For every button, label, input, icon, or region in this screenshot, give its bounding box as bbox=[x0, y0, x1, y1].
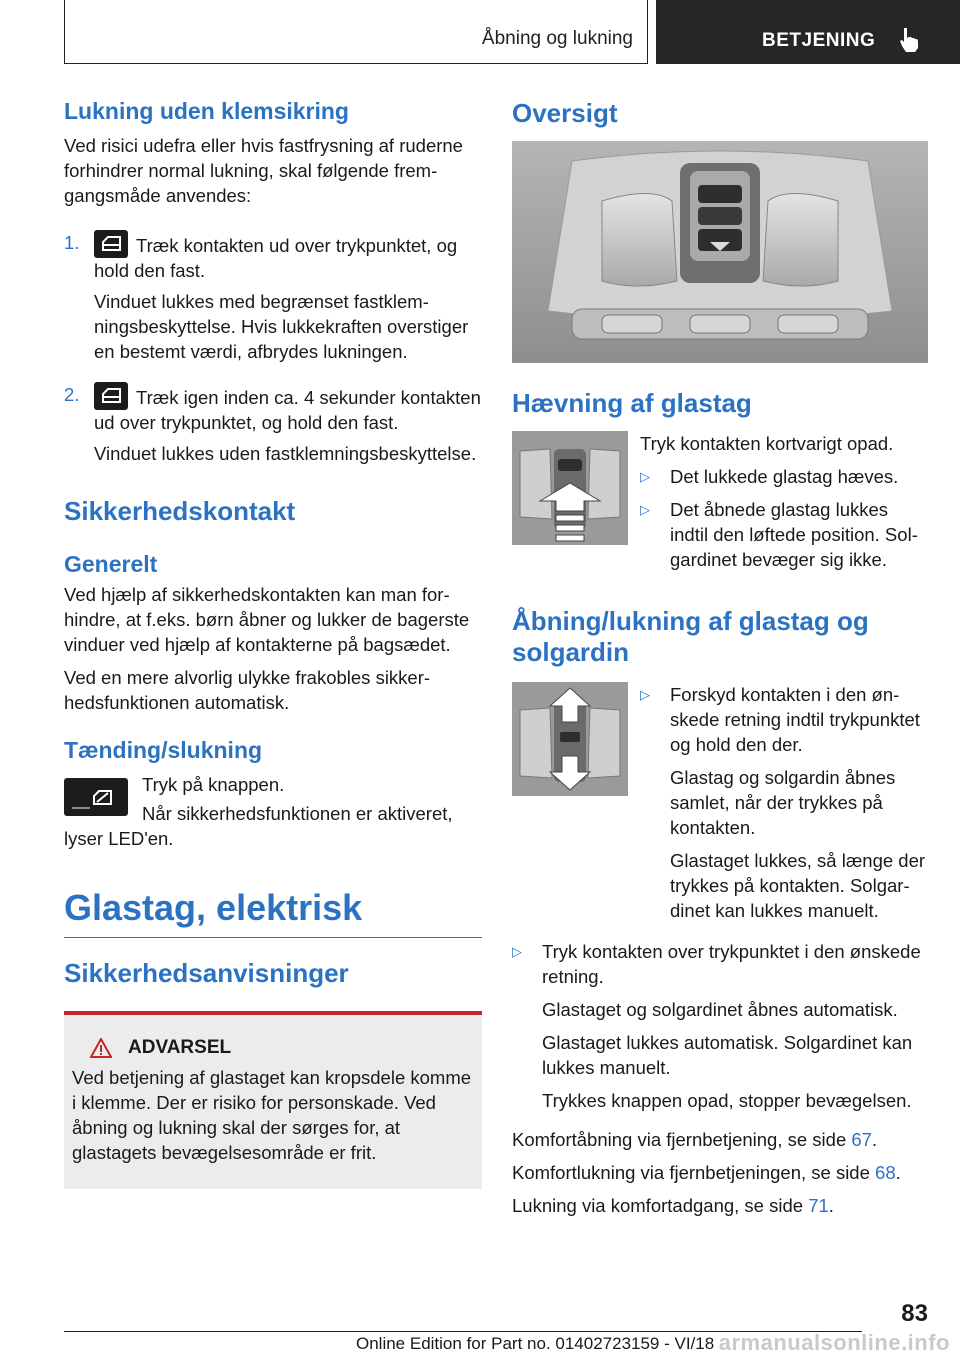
page-number: 83 bbox=[901, 1300, 928, 1327]
triangle-bullet-icon: ▷ bbox=[640, 469, 650, 484]
step-number: 1. bbox=[64, 232, 80, 253]
paragraph-taending-1: Tryk på knappen. bbox=[142, 774, 285, 795]
section-title: Åbning og lukning bbox=[481, 28, 633, 49]
step-2 bbox=[64, 382, 482, 466]
heading-sikkerhedsanvisninger: Sikkerhedsanvisninger bbox=[64, 958, 349, 988]
paragraph-generelt-2: Ved en mere alvorlig ulykke frakobles sikkerhedsfunktionen automatisk. bbox=[64, 667, 431, 713]
taending-block bbox=[64, 772, 482, 851]
haevning-row bbox=[512, 431, 928, 580]
header-section-box bbox=[64, 0, 648, 64]
paragraph-haevning: Tryk kontakten kortvarigt opad. bbox=[640, 433, 894, 454]
bullet-item: ▷ Forskyd kontakten i den ønskede retning indtil trykpunktet og hold den der. Glastag og solgardin åbnes samlet, når der trykkes på kontakten. Glastaget lukkes, så længe der trykkes på kontakten. Solgardinet kan lukkes manuelt. bbox=[640, 684, 926, 921]
heading-aabning: Åbning/lukning af glastag og solgardin bbox=[512, 606, 869, 667]
bullet-item: ▷ Det lukkede glastag hæves. bbox=[640, 466, 899, 487]
heading-oversigt: Oversigt bbox=[512, 98, 618, 128]
bullet-item: ▷ Tryk kontakten over trykpunktet i den ønskede retning. Glastaget og solgardinet åbnes automatisk. Glastaget lukkes automatisk. Solgardinet kan lukkes manuelt. Trykkes knappen opad, stopper bevægelsen. bbox=[512, 941, 921, 1111]
triangle-bullet-icon: ▷ bbox=[640, 502, 650, 517]
step-note: Vinduet lukkes med begrænset fastklemningsbeskyttelse. Hvis lukkekraften overstiger en bestemt værdi, afbrydes lukningen. bbox=[94, 291, 469, 362]
ref-komfortaabning: Komfortåbning via fjernbetjening, se side 67. bbox=[512, 1129, 878, 1150]
right-column bbox=[512, 98, 928, 1226]
chapter-title: BETJENING bbox=[762, 30, 876, 51]
bullet-item: ▷ Det åbnede glastag lukkes indtil den løftede position. Solgardinet bevæger sig ikke. bbox=[640, 499, 918, 570]
footer-edition: Online Edition for Part no. 01402723159 - VI/18 bbox=[356, 1334, 715, 1353]
watermark: armanualsonline.info bbox=[718, 1330, 950, 1355]
left-column bbox=[64, 98, 482, 1189]
haevning-text bbox=[640, 431, 928, 580]
warning-triangle-icon bbox=[90, 1038, 112, 1058]
warning-text: Ved betjening af glastaget kan kropsdele komme i klemme. Der er risiko for personskade. Ved åbning og lukning skal der sørges for, at glastagets bevægelsesområde er frit. bbox=[72, 1067, 472, 1163]
triangle-bullet-icon: ▷ bbox=[512, 944, 522, 959]
page-link-71[interactable]: 71 bbox=[808, 1195, 829, 1216]
page-link-68[interactable]: 68 bbox=[875, 1162, 896, 1183]
ref-komfortadgang: Lukning via komfortadgang, se side 71. bbox=[512, 1195, 834, 1216]
paragraph-taending-2: Når sikkerhedsfunktionen er aktiveret, lyser LED'en. bbox=[64, 803, 453, 849]
aabning-row bbox=[512, 682, 928, 931]
paragraph-intro: Ved risici udefra eller hvis fastfrysning af ruderne forhindrer normal lukning, skal følgende fremgangsmåde anvendes: bbox=[64, 135, 463, 206]
roof-switch-slide-photo bbox=[512, 682, 628, 796]
heading-taending: Tænding/slukning bbox=[64, 737, 263, 763]
warning-box bbox=[64, 1011, 482, 1189]
ref-komfortlukning: Komfortlukning via fjernbetjeningen, se side 68. bbox=[512, 1162, 901, 1183]
window-switch-icon bbox=[94, 230, 128, 258]
heading-sikkerhedskontakt: Sikkerhedskontakt bbox=[64, 496, 296, 526]
heading-generelt: Generelt bbox=[64, 551, 158, 577]
triangle-bullet-icon: ▷ bbox=[640, 687, 650, 702]
aabning-text bbox=[640, 682, 928, 931]
page-link-67[interactable]: 67 bbox=[851, 1129, 872, 1150]
paragraph-generelt-1: Ved hjælp af sikkerhedskontakten kan man forhindre, at f.eks. børn åbner og lukker de bagerste vinduer ved hjælp af kontakterne på bagsædet. bbox=[64, 584, 470, 655]
header-chapter-box bbox=[656, 0, 960, 64]
safety-switch-icon bbox=[64, 778, 128, 816]
step-text: Træk kontakten ud over trykpunktet, og hold den fast. bbox=[94, 235, 458, 281]
heading-glastag: Glastag, elektrisk bbox=[64, 887, 482, 938]
window-switch-icon bbox=[94, 382, 128, 410]
step-number: 2. bbox=[64, 384, 80, 405]
pointing-hand-icon bbox=[896, 26, 922, 54]
step-1 bbox=[64, 230, 482, 364]
warning-title: ADVARSEL bbox=[72, 1037, 474, 1059]
step-note: Vinduet lukkes uden fastklemningsbeskyttelse. bbox=[94, 443, 477, 464]
roof-console-photo bbox=[512, 141, 928, 363]
step-text: Træk igen inden ca. 4 sekunder kontakten ud over trykpunktet, og hold den fast. bbox=[94, 387, 481, 433]
heading-haevning: Hævning af glastag bbox=[512, 388, 752, 418]
heading-lukning: Lukning uden klemsikring bbox=[64, 98, 349, 124]
roof-switch-tilt-photo bbox=[512, 431, 628, 545]
